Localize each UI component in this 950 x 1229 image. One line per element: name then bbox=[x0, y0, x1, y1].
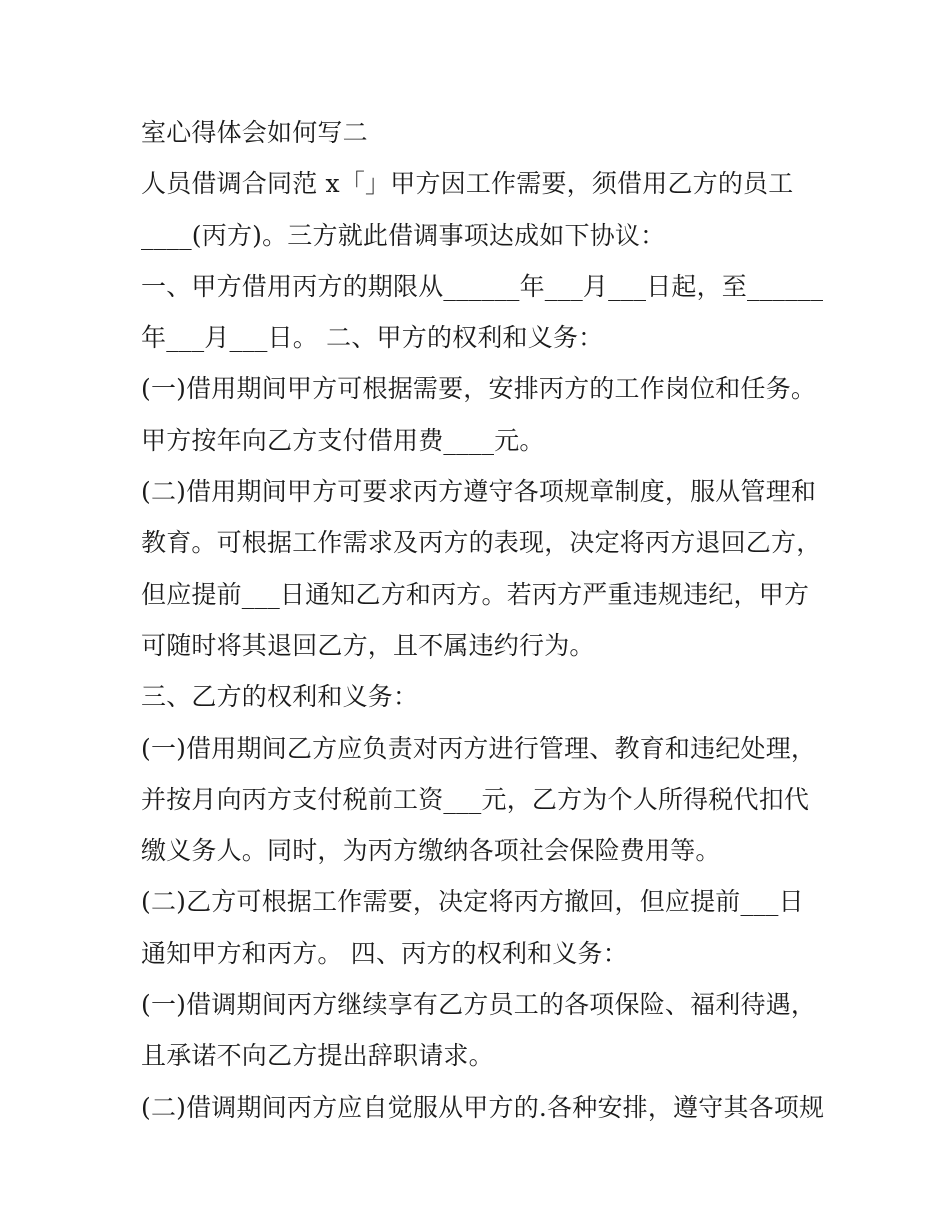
document-line: 并按月向丙方支付税前工资___元，乙方为个人所得税代扣代 bbox=[141, 784, 810, 814]
document-line: (一)借用期间甲方可根据需要，安排丙方的工作岗位和任务。 bbox=[141, 374, 817, 404]
document-line: (二)乙方可根据工作需要，决定将丙方撤回，但应提前___日 bbox=[141, 887, 804, 917]
document-line: 年___月___日。 二、甲方的权利和义务： bbox=[141, 323, 604, 353]
document-line: (一)借调期间丙方继续享有乙方员工的各项保险、福利待遇， bbox=[141, 990, 817, 1020]
document-line: 通知甲方和丙方。 四、丙方的权利和义务： bbox=[141, 938, 628, 968]
document-line: 甲方按年向乙方支付借用费____元。 bbox=[141, 425, 545, 455]
document-line: 一、甲方借用丙方的期限从______年___月___日起，至______ bbox=[141, 271, 824, 301]
document-line: (二)借用期间甲方可要求丙方遵守各项规章制度，服从管理和 bbox=[141, 477, 817, 507]
document-body bbox=[141, 107, 825, 1133]
document-title-line: 室心得体会如何写二 bbox=[141, 118, 368, 147]
document-line: (一)借用期间乙方应负责对丙方进行管理、教育和违纪处理， bbox=[141, 733, 817, 763]
document-line: 三、乙方的权利和义务： bbox=[141, 682, 419, 712]
document-line: 人员借调合同范 x「」甲方因工作需要，须借用乙方的员工 bbox=[141, 169, 794, 199]
document-line: 教育。可根据工作需求及丙方的表现，决定将丙方退回乙方， bbox=[141, 528, 822, 558]
document-line: 但应提前___日通知乙方和丙方。若丙方严重违规违纪，甲方 bbox=[141, 579, 810, 609]
document-line: (二)借调期间丙方应自觉服从甲方的.各种安排，遵守其各项规 bbox=[141, 1092, 825, 1122]
document-line: ____(丙方)。三方就此借调事项达成如下协议： bbox=[141, 220, 666, 250]
document-line: 且承诺不向乙方提出辞职请求。 bbox=[141, 1041, 494, 1071]
document-line: 缴义务人。同时，为丙方缴纳各项社会保险费用等。 bbox=[141, 836, 721, 866]
document-line: 可随时将其退回乙方，且不属违约行为。 bbox=[141, 630, 595, 660]
